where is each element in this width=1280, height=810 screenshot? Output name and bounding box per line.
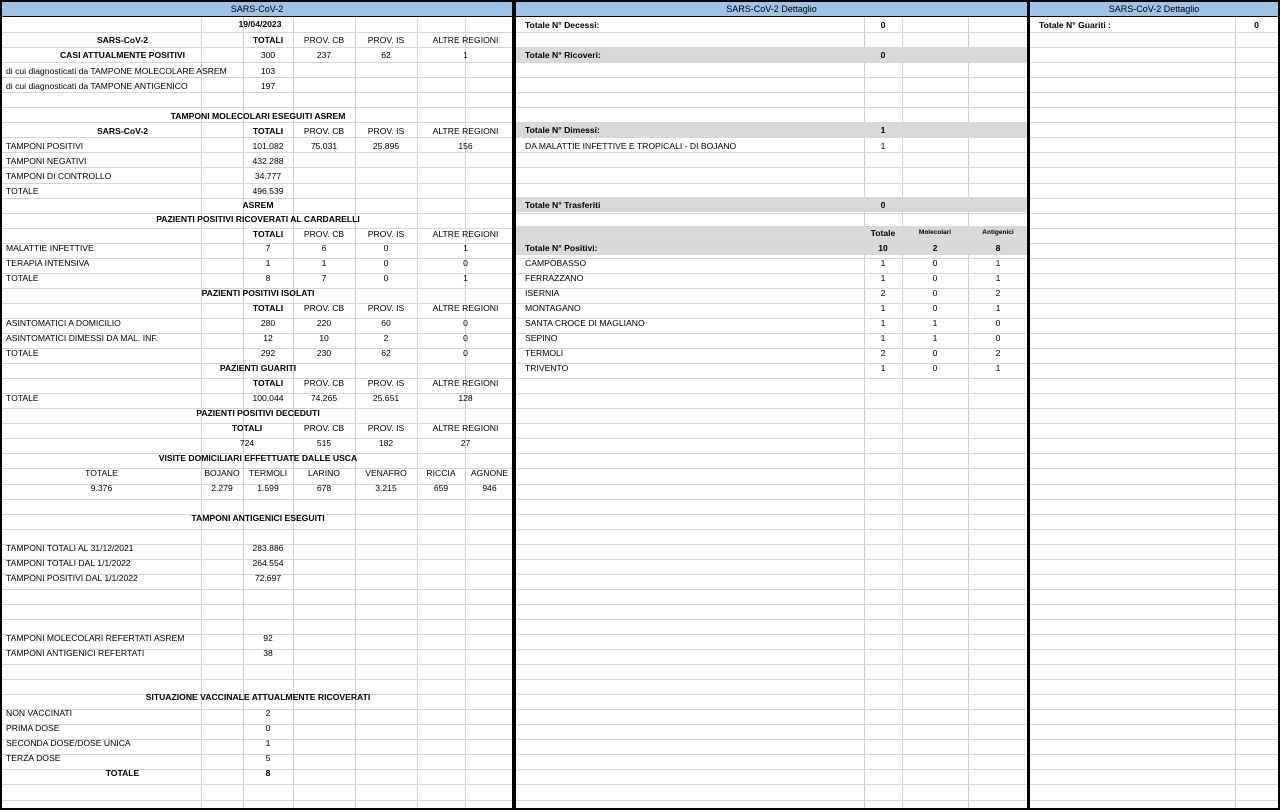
row-is: 25.895 xyxy=(372,141,400,151)
comune-ant: 0 xyxy=(995,318,1001,328)
casi-cb: 237 xyxy=(316,50,332,60)
row-tot: 432.288 xyxy=(252,156,284,166)
row-tot: 496.539 xyxy=(252,186,284,196)
row-value: 5 xyxy=(265,753,271,763)
casi-ant-label: di cui diagnosticati da TAMPONE ANTIGENICO xyxy=(6,81,188,91)
comune-mol: 0 xyxy=(932,363,938,373)
col-antigenici: Antigenici xyxy=(982,229,1014,236)
row-label: ASINTOMATICI DIMESSI DA MAL. INF. xyxy=(6,333,159,343)
comune-ant: 1 xyxy=(995,303,1001,313)
comune-name: SANTA CROCE DI MAGLIANO xyxy=(525,318,645,328)
row-value: 0 xyxy=(265,723,271,733)
row-label: TAMPONI MOLECOLARI REFERTATI ASREM xyxy=(6,633,185,643)
guariti-cb: 74.265 xyxy=(310,393,338,403)
dimessi-row-value: 1 xyxy=(880,141,886,151)
comune-name: SEPINO xyxy=(525,333,558,343)
row-tot: 292 xyxy=(260,348,276,358)
col-totali: TOTALI xyxy=(252,229,284,239)
row-label: PRIMA DOSE xyxy=(6,723,60,733)
row-altre: 0 xyxy=(463,333,468,343)
usca-header: RICCIA xyxy=(426,468,456,478)
positivi-tot: 10 xyxy=(878,243,888,253)
deceduti-cb: 515 xyxy=(316,438,332,448)
row-altre xyxy=(417,154,514,168)
col-altre: ALTRE REGIONI xyxy=(432,423,499,433)
guariti-label: TOTALE xyxy=(6,393,39,403)
comune-tot: 1 xyxy=(880,333,886,343)
col-totali: TOTALI xyxy=(252,378,284,388)
usca-header: BOJANO xyxy=(204,468,240,478)
row-label: TAMPONI ANTIGENICI REFERTATI xyxy=(6,648,145,658)
col-prov-is: PROV. IS xyxy=(367,35,405,45)
comune-tot: 1 xyxy=(880,363,886,373)
comune-name: FERRAZZANO xyxy=(525,273,584,283)
row-tot: 34.777 xyxy=(254,171,282,181)
panel-header: SARS-CoV-2 Dettaglio xyxy=(516,2,1027,17)
comune-ant: 2 xyxy=(995,348,1001,358)
usca-value: 659 xyxy=(433,483,449,493)
row-value: 283.886 xyxy=(252,543,284,553)
usca-value: 946 xyxy=(482,483,497,493)
deceduti-title: PAZIENTI POSITIVI DECEDUTI xyxy=(196,408,320,418)
row-is: 0 xyxy=(383,273,389,283)
comune-tot: 1 xyxy=(880,303,886,313)
casi-ant: 197 xyxy=(260,81,276,91)
col-totali: TOTALI xyxy=(252,35,284,45)
col-prov-is: PROV. IS xyxy=(367,378,405,388)
col-prov-cb: PROV. CB xyxy=(303,229,345,239)
usca-value: 2.279 xyxy=(211,483,233,493)
col-molecolari: Molecolari xyxy=(918,229,952,236)
row-value: 92 xyxy=(263,633,273,643)
comune-tot: 2 xyxy=(880,288,886,298)
col-prov-cb: PROV. CB xyxy=(303,423,345,433)
vaccini-total-label: TOTALE xyxy=(105,768,140,778)
usca-header: VENAFRO xyxy=(365,468,407,478)
row-value: 264.554 xyxy=(252,558,284,568)
row-label: TERAPIA INTENSIVA xyxy=(6,258,90,268)
col-totali: TOTALI xyxy=(252,126,284,136)
col-prov-is: PROV. IS xyxy=(367,423,405,433)
row-label: TAMPONI NEGATIVI xyxy=(6,156,87,166)
col-altre: ALTRE REGIONI xyxy=(432,126,499,136)
row-altre xyxy=(417,184,514,198)
row-label: TAMPONI TOTALI AL 31/12/2021 xyxy=(6,543,134,553)
row-cb: 75.031 xyxy=(310,141,338,151)
comune-ant: 2 xyxy=(995,288,1001,298)
row-cb: 10 xyxy=(319,333,329,343)
row-cb: 7 xyxy=(321,273,327,283)
dimessi-row-label: DA MALATTIE INFETTIVE E TROPICALI - DI BOJANO xyxy=(525,141,737,151)
comune-name: TERMOLI xyxy=(525,348,564,358)
col-altre: ALTRE REGIONI xyxy=(432,303,499,313)
col-prov-is: PROV. IS xyxy=(367,126,405,136)
col-totali: TOTALI xyxy=(231,423,263,433)
panel-header: SARS-CoV-2 Dettaglio xyxy=(1030,2,1278,17)
row-altre: 0 xyxy=(463,318,468,328)
dimessi-value: 1 xyxy=(880,125,886,135)
usca-value: 678 xyxy=(316,483,332,493)
col-prov-is: PROV. IS xyxy=(367,303,405,313)
row-label: TOTALE xyxy=(6,186,39,196)
casi-label: CASI ATTUALMENTE POSITIVI xyxy=(59,50,186,60)
col-prov-is: PROV. IS xyxy=(367,229,405,239)
comune-name: CAMPOBASSO xyxy=(525,258,587,268)
comune-mol: 0 xyxy=(932,273,938,283)
comune-mol: 0 xyxy=(932,258,938,268)
trasferiti-label: Totale N° Trasferiti xyxy=(525,200,601,210)
comune-mol: 0 xyxy=(932,288,938,298)
col-altre: ALTRE REGIONI xyxy=(432,35,499,45)
row-cb: 1 xyxy=(321,258,327,268)
comune-ant: 1 xyxy=(995,258,1001,268)
col-totali: TOTALI xyxy=(252,303,284,313)
row-tot: 280 xyxy=(260,318,276,328)
panel-header: SARS-CoV-2 xyxy=(2,2,512,17)
row-label: TAMPONI TOTALI DAL 1/1/2022 xyxy=(6,558,131,568)
usca-header: TERMOLI xyxy=(248,468,288,478)
row-label: NON VACCINATI xyxy=(6,708,73,718)
row-tot: 1 xyxy=(265,258,271,268)
row-cb: 230 xyxy=(316,348,332,358)
col-prov-cb: PROV. CB xyxy=(303,303,345,313)
report-date: 19/04/2023 xyxy=(238,19,282,29)
comune-tot: 1 xyxy=(880,273,886,283)
guariti-title: PAZIENTI GUARITI xyxy=(219,363,297,373)
casi-tot: 300 xyxy=(260,50,276,60)
positivi-ant: 8 xyxy=(995,243,1001,253)
comune-ant: 1 xyxy=(995,363,1001,373)
row-label: TAMPONI POSITIVI DAL 1/1/2022 xyxy=(6,573,138,583)
row-is: 60 xyxy=(381,318,391,328)
comune-name: MONTAGANO xyxy=(525,303,581,313)
comune-name: ISERNIA xyxy=(525,288,560,298)
row-value: 2 xyxy=(265,708,271,718)
row-altre: 1 xyxy=(463,243,468,253)
comune-name: TRIVENTO xyxy=(525,363,569,373)
row-altre: 156 xyxy=(458,141,473,151)
molecolari-title: TAMPONI MOLECOLARI ESEGUITI ASREM xyxy=(170,111,346,121)
col-altre: ALTRE REGIONI xyxy=(432,229,499,239)
row-label: TAMPONI POSITIVI xyxy=(6,141,84,151)
casi-is: 62 xyxy=(381,50,391,60)
isolati-title: PAZIENTI POSITIVI ISOLATI xyxy=(201,288,315,298)
row-value: 38 xyxy=(263,648,273,658)
row-altre: 0 xyxy=(463,258,468,268)
row-label: MALATTIE INFETTIVE xyxy=(6,243,94,253)
ricoveri-label: Totale N° Ricoveri: xyxy=(525,50,601,60)
row-is xyxy=(355,169,417,183)
decessi-label: Totale N° Decessi: xyxy=(525,20,600,30)
row-label: TOTALE xyxy=(6,348,39,358)
comune-mol: 1 xyxy=(932,333,938,343)
comune-mol: 0 xyxy=(932,348,938,358)
row-tot: 7 xyxy=(265,243,271,253)
col-altre: ALTRE REGIONI xyxy=(432,378,499,388)
col-totale: Totale xyxy=(870,228,896,238)
deceduti-tot: 724 xyxy=(239,438,255,448)
comune-tot: 1 xyxy=(880,258,886,268)
casi-mol-label: di cui diagnosticati da TAMPONE MOLECOLARE ASREM xyxy=(6,66,227,76)
guariti-tot: 100.044 xyxy=(252,393,284,403)
deceduti-is: 182 xyxy=(378,438,394,448)
col-sars: SARS-CoV-2 xyxy=(96,35,149,45)
row-tot: 101.082 xyxy=(252,141,284,151)
row-is xyxy=(355,184,417,198)
comune-ant: 0 xyxy=(995,333,1001,343)
vaccini-title: SITUAZIONE VACCINALE ATTUALMENTE RICOVERATI xyxy=(145,692,371,702)
row-value: 72.697 xyxy=(254,573,282,583)
comune-ant: 1 xyxy=(995,273,1001,283)
guariti-detail-label: Totale N° Guariti : xyxy=(1039,20,1112,30)
ricoveri-value: 0 xyxy=(880,50,886,60)
positivi-mol: 2 xyxy=(932,243,938,253)
guariti-panel xyxy=(1028,0,1280,810)
row-cb xyxy=(293,184,355,198)
row-is xyxy=(355,154,417,168)
row-cb xyxy=(293,169,355,183)
casi-mol: 103 xyxy=(260,66,276,76)
row-altre: 0 xyxy=(463,348,468,358)
usca-value: 1.599 xyxy=(257,483,279,493)
comune-tot: 1 xyxy=(880,318,886,328)
decessi-value: 0 xyxy=(880,20,886,30)
comune-mol: 1 xyxy=(932,318,938,328)
row-label: TERZA DOSE xyxy=(6,753,61,763)
col-sars: SARS-CoV-2 xyxy=(96,126,149,136)
asrem-label: ASREM xyxy=(242,200,274,210)
row-cb: 6 xyxy=(321,243,327,253)
detail-panel xyxy=(514,0,1029,810)
guariti-detail-value: 0 xyxy=(1254,20,1259,30)
usca-header: AGNONE xyxy=(470,468,509,478)
comune-tot: 2 xyxy=(880,348,886,358)
antigenici-title: TAMPONI ANTIGENICI ESEGUITI xyxy=(191,513,325,523)
row-is: 0 xyxy=(383,243,389,253)
row-label: ASINTOMATICI A DOMICILIO xyxy=(6,318,121,328)
row-tot: 12 xyxy=(263,333,273,343)
guariti-is: 25.651 xyxy=(372,393,400,403)
row-value: 1 xyxy=(265,738,271,748)
dimessi-label: Totale N° Dimessi: xyxy=(525,125,600,135)
usca-title: VISITE DOMICILIARI EFFETTUATE DALLE USCA xyxy=(158,453,358,463)
row-label: SECONDA DOSE/DOSE UNICA xyxy=(6,738,131,748)
usca-value: 9.376 xyxy=(90,483,113,493)
positivi-label: Totale N° Positivi: xyxy=(525,243,598,253)
usca-value: 3.215 xyxy=(375,483,397,493)
col-prov-cb: PROV. CB xyxy=(303,126,345,136)
row-cb: 220 xyxy=(316,318,332,328)
summary-panel xyxy=(0,0,514,810)
guariti-altre: 128 xyxy=(458,393,473,403)
row-is: 0 xyxy=(383,258,389,268)
row-is: 2 xyxy=(383,333,389,343)
usca-header: TOTALE xyxy=(85,468,118,478)
row-cb xyxy=(293,154,355,168)
casi-altre: 1 xyxy=(463,50,468,60)
usca-header: LARINO xyxy=(308,468,340,478)
col-prov-cb: PROV. CB xyxy=(303,35,345,45)
col-prov-cb: PROV. CB xyxy=(303,378,345,388)
trasferiti-value: 0 xyxy=(880,200,886,210)
vaccini-total: 8 xyxy=(265,768,271,778)
deceduti-altre: 27 xyxy=(460,438,471,448)
row-label: TOTALE xyxy=(6,273,39,283)
cardarelli-title: PAZIENTI POSITIVI RICOVERATI AL CARDARELLI xyxy=(156,214,360,224)
row-label: TAMPONI DI CONTROLLO xyxy=(6,171,112,181)
row-altre: 1 xyxy=(463,273,468,283)
comune-mol: 0 xyxy=(932,303,938,313)
row-tot: 8 xyxy=(265,273,271,283)
row-is: 62 xyxy=(381,348,391,358)
row-altre xyxy=(417,169,514,183)
